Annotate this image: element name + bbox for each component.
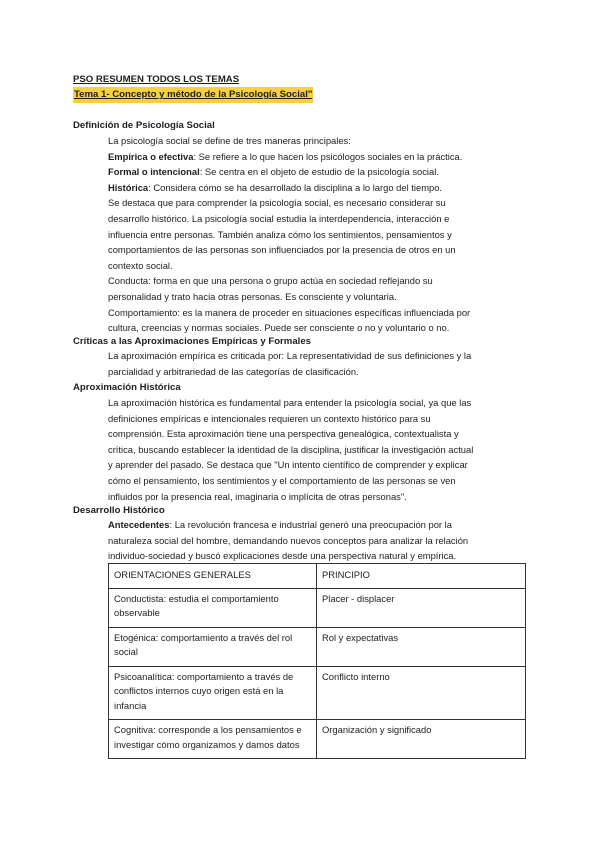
text-line: : La revolución francesa e industrial generó una preocupación por la xyxy=(169,519,452,530)
text-line: La aproximación histórica es fundamental para entender la psicología social, ya que las xyxy=(108,397,472,408)
definicion-intro: La psicología social se define de tres maneras principales: xyxy=(108,135,351,146)
criticas-body xyxy=(108,348,528,379)
document-title: PSO RESUMEN TODOS LOS TEMAS xyxy=(73,74,240,85)
desarrollo-body xyxy=(108,517,528,564)
text-line: comportamientos de las personas son influenciados por la presencia de otros en un xyxy=(108,244,456,256)
table-row xyxy=(109,627,526,666)
section-heading-historica: Aproximación Histórica xyxy=(73,382,181,393)
definicion-item xyxy=(108,180,528,196)
topic-title: Tema 1- Concepto y método de la Psicología Social" xyxy=(73,87,313,103)
item-term: Formal o intencional xyxy=(108,166,200,178)
table-cell-principio: Placer - displacer xyxy=(317,588,526,627)
item-term: Histórica xyxy=(108,181,149,193)
text-line: influidos por la presencia real, imaginaria o implícita de otras personas". xyxy=(108,490,407,502)
item-text: : Considera cómo se ha desarrollado la disciplina a lo largo del tiempo. xyxy=(148,181,443,193)
table-row xyxy=(109,666,526,720)
text-line: desarrollo histórico. La psicología social estudia la interdependencia, interacción e xyxy=(108,212,450,224)
item-text: : Se centra en el objeto de estudio de la psicología social. xyxy=(199,166,439,178)
item-text: : Se refiere a lo que hacen los psicólogos sociales en la práctica. xyxy=(193,150,463,162)
text-line: y aprender del pasado. Se destaca que "Un intento científico de comprender y explicar xyxy=(108,459,468,471)
table-cell-principio: Rol y expectativas xyxy=(317,627,526,666)
table-cell-principio: Conflicto interno xyxy=(317,666,526,720)
table-header: PRINCIPIO xyxy=(317,564,526,589)
text-line: Se destaca que para comprender la psicología social, es necesario considerar su xyxy=(108,197,446,209)
text-line: naturaleza social del hombre, demandando nuevos conceptos para analizar la relación xyxy=(108,534,469,546)
section-heading-definicion: Definición de Psicología Social xyxy=(73,120,215,131)
table-cell-orientacion: Etogénica: comportamiento a través del rol social xyxy=(109,627,317,666)
definicion-item xyxy=(108,149,528,165)
table-cell-orientacion: Psicoanalítica: comportamiento a través de conflictos internos cuyo origen está en la infancia xyxy=(109,666,317,720)
antecedentes-term: Antecedentes xyxy=(108,519,170,530)
text-line: definiciones empíricas e intencionales requieren un contexto histórico para su xyxy=(108,412,431,424)
antecedentes-line xyxy=(108,517,528,533)
text-line: Comportamiento: es la manera de proceder en situaciones específicas influenciada por xyxy=(108,306,471,318)
text-line: personalidad y trato hacia otras personas. Es consciente y voluntaria. xyxy=(108,290,397,302)
definicion-item xyxy=(108,164,528,180)
table-header-row xyxy=(109,564,526,589)
table-cell-principio: Organización y significado xyxy=(317,720,526,759)
text-line: Conducta: forma en que una persona o grupo actúa en sociedad reflejando su xyxy=(108,275,433,287)
text-line: cultura, creencias y normas sociales. Puede ser consciente o no y voluntario o no. xyxy=(108,322,450,334)
item-term: Empírica o efectiva xyxy=(108,150,194,162)
table-header: ORIENTACIONES GENERALES xyxy=(109,564,317,589)
orientaciones-table xyxy=(108,563,526,759)
historica-body xyxy=(108,395,528,504)
table-cell-orientacion: Conductista: estudia el comportamiento observable xyxy=(109,588,317,627)
text-line: La aproximación empírica es criticada por: La representatividad de sus definiciones y la xyxy=(108,350,472,361)
text-line: contexto social. xyxy=(108,259,173,271)
table-cell-orientacion: Cognitiva: corresponde a los pensamientos e investigar cómo organizamos y damos datos xyxy=(109,720,317,759)
table-row xyxy=(109,720,526,759)
text-line: parcialidad y arbitrariedad de las categorías de clasificación. xyxy=(108,365,359,377)
section-heading-desarrollo: Desarrollo Histórico xyxy=(73,505,165,516)
section-heading-criticas: Críticas a las Aproximaciones Empíricas y Formales xyxy=(73,336,311,347)
text-line: comprensión. Esta aproximación tiene una perspectiva genealógica, contextualista y xyxy=(108,428,459,440)
table-row xyxy=(109,588,526,627)
text-line: cómo el pensamiento, los sentimientos y el comportamiento de las personas se ven xyxy=(108,474,456,486)
text-line: crítica, buscando establecer la identidad de la disciplina, justificar la investigación actual xyxy=(108,443,474,455)
text-line: influencia entre personas. También analiza cómo los sentimientos, pensamientos y xyxy=(108,228,452,240)
definicion-body xyxy=(108,133,528,336)
text-line: individuo-sociedad y buscó explicaciones desde una perspectiva natural y empírica. xyxy=(108,550,457,562)
